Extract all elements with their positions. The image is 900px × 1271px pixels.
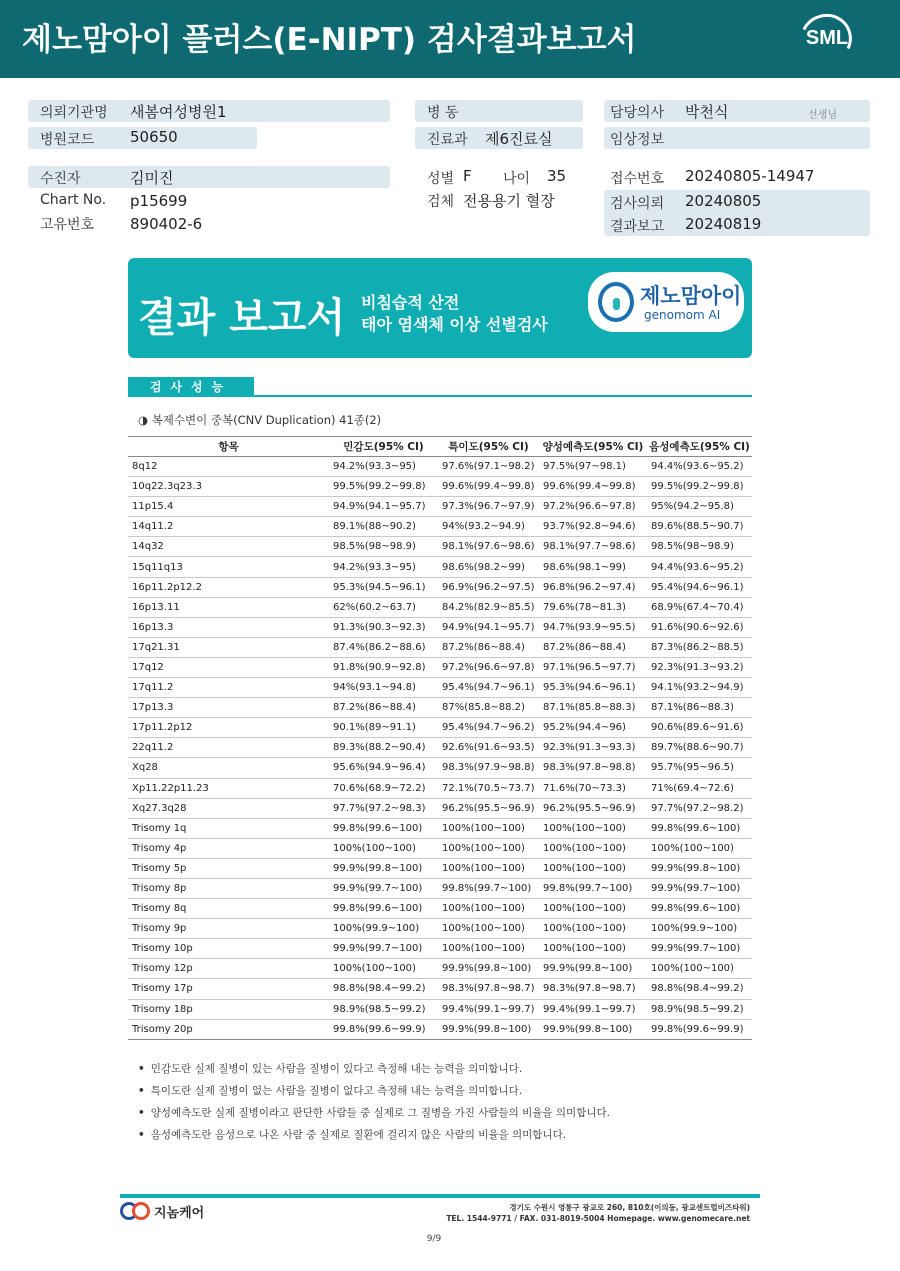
cell-item: 17p11.2p12 — [128, 718, 329, 738]
cell-npv: 95.7%(95~96.5) — [647, 758, 752, 778]
cell-npv: 94.1%(93.2~94.9) — [647, 678, 752, 698]
cell-npv: 87.3%(86.2~88.5) — [647, 637, 752, 657]
header-item: 항목 — [128, 437, 329, 457]
report-date-value: 20240819 — [685, 215, 762, 233]
table-row — [128, 838, 752, 858]
cell-specificity: 99.4%(99.1~99.7) — [438, 999, 539, 1019]
cell-ppv: 98.1%(97.7~98.6) — [539, 537, 647, 557]
cell-specificity: 100%(100~100) — [438, 818, 539, 838]
cell-npv: 100%(100~100) — [647, 959, 752, 979]
cell-item: Trisomy 17p — [128, 979, 329, 999]
cell-specificity: 97.2%(96.6~97.8) — [438, 657, 539, 677]
cell-ppv: 99.6%(99.4~99.8) — [539, 477, 647, 497]
cell-ppv: 97.1%(96.5~97.7) — [539, 657, 647, 677]
table-row — [128, 637, 752, 657]
cell-sensitivity: 98.9%(98.5~99.2) — [329, 999, 438, 1019]
result-banner — [128, 258, 752, 358]
age-label: 나이 — [503, 171, 531, 187]
cell-specificity: 98.1%(97.6~98.6) — [438, 537, 539, 557]
table-row — [128, 678, 752, 698]
cell-item: 17p13.3 — [128, 698, 329, 718]
table-row — [128, 577, 752, 597]
header-npv: 음성예측도(95% CI) — [647, 437, 752, 457]
cell-sensitivity: 87.2%(86~88.4) — [329, 698, 438, 718]
table-row — [128, 1019, 752, 1039]
cell-item: 17q12 — [128, 657, 329, 677]
cell-sensitivity: 95.3%(94.5~96.1) — [329, 577, 438, 597]
cell-specificity: 95.4%(94.7~96.2) — [438, 718, 539, 738]
cell-ppv: 100%(100~100) — [539, 919, 647, 939]
cell-ppv: 99.4%(99.1~99.7) — [539, 999, 647, 1019]
section-subtitle: ◑ 복제수변이 중복(CNV Duplication) 41종(2) — [138, 413, 382, 427]
cell-item: Trisomy 1q — [128, 818, 329, 838]
cell-npv: 91.6%(90.6~92.6) — [647, 617, 752, 637]
table-header-row — [128, 437, 752, 457]
cell-item: Trisomy 10p — [128, 939, 329, 959]
banner-subtitle-line2: 태아 염색체 이상 선별검사 — [361, 315, 548, 334]
cell-sensitivity: 99.5%(99.2~99.8) — [329, 477, 438, 497]
cell-item: 16p13.11 — [128, 597, 329, 617]
cell-npv: 89.6%(88.5~90.7) — [647, 517, 752, 537]
table-row — [128, 778, 752, 798]
report-title: 제노맘아이 플러스(E-NIPT) 검사결과보고서 — [22, 22, 637, 58]
cell-npv: 99.5%(99.2~99.8) — [647, 477, 752, 497]
cell-sensitivity: 99.8%(99.6~100) — [329, 899, 438, 919]
cell-ppv: 100%(100~100) — [539, 818, 647, 838]
cell-ppv: 97.2%(96.6~97.8) — [539, 497, 647, 517]
cell-specificity: 100%(100~100) — [438, 919, 539, 939]
table-row — [128, 959, 752, 979]
specimen-label: 검체 — [427, 194, 455, 210]
note-item: • 음성예측도란 음성으로 나온 사람 중 실제로 질환에 걸리지 않은 사람의 비율을 의미합니다. — [138, 1124, 610, 1146]
request-date-value: 20240805 — [685, 192, 762, 210]
table-row — [128, 617, 752, 637]
header-sensitivity: 민감도(95% CI) — [329, 437, 438, 457]
table-row — [128, 537, 752, 557]
reception-label: 접수번호 — [610, 171, 665, 187]
cell-npv: 98.9%(98.5~99.2) — [647, 999, 752, 1019]
institution-value: 새봄여성병원1 — [130, 103, 227, 121]
table-row — [128, 798, 752, 818]
cell-specificity: 99.6%(99.4~99.8) — [438, 477, 539, 497]
sex-value: F — [463, 167, 472, 185]
page-number: 9/9 — [426, 1234, 442, 1244]
section-divider — [128, 395, 752, 397]
cell-npv: 100%(100~100) — [647, 838, 752, 858]
cell-item: Trisomy 4p — [128, 838, 329, 858]
table-row — [128, 979, 752, 999]
cell-ppv: 100%(100~100) — [539, 838, 647, 858]
table-row — [128, 818, 752, 838]
cell-ppv: 99.9%(99.8~100) — [539, 1019, 647, 1039]
sml-logo-text: SML — [805, 27, 849, 49]
cell-sensitivity: 94.2%(93.3~95) — [329, 457, 438, 477]
table-row — [128, 919, 752, 939]
genomom-logo-sub: genomom AI — [644, 308, 721, 322]
cell-npv: 68.9%(67.4~70.4) — [647, 597, 752, 617]
cell-npv: 87.1%(86~88.3) — [647, 698, 752, 718]
cell-specificity: 87.2%(86~88.4) — [438, 637, 539, 657]
cell-sensitivity: 90.1%(89~91.1) — [329, 718, 438, 738]
table-row — [128, 878, 752, 898]
cell-item: 14q11.2 — [128, 517, 329, 537]
cell-npv: 98.8%(98.4~99.2) — [647, 979, 752, 999]
cell-specificity: 95.4%(94.7~96.1) — [438, 678, 539, 698]
cell-sensitivity: 100%(99.9~100) — [329, 919, 438, 939]
genomom-mark-icon — [598, 282, 634, 322]
request-date-label: 검사의뢰 — [610, 196, 665, 212]
note-item: • 양성예측도란 실제 질병이라고 판단한 사람들 중 실제로 그 질병을 가진 사람들의 비율을 의미합니다. — [138, 1102, 610, 1124]
cell-item: Xp11.22p11.23 — [128, 778, 329, 798]
cell-specificity: 72.1%(70.5~73.7) — [438, 778, 539, 798]
cell-npv: 95%(94.2~95.8) — [647, 497, 752, 517]
cell-specificity: 98.3%(97.8~98.7) — [438, 979, 539, 999]
cell-ppv: 95.2%(94.4~96) — [539, 718, 647, 738]
cell-specificity: 100%(100~100) — [438, 858, 539, 878]
cell-item: 22q11.2 — [128, 738, 329, 758]
cell-npv: 92.3%(91.3~93.2) — [647, 657, 752, 677]
cell-npv: 100%(99.9~100) — [647, 919, 752, 939]
age-value: 35 — [547, 167, 567, 185]
cell-item: 16p13.3 — [128, 617, 329, 637]
cell-sensitivity: 99.9%(99.7~100) — [329, 878, 438, 898]
cell-item: Trisomy 18p — [128, 999, 329, 1019]
cell-specificity: 98.3%(97.9~98.8) — [438, 758, 539, 778]
cell-specificity: 100%(100~100) — [438, 838, 539, 858]
cell-specificity: 87%(85.8~88.2) — [438, 698, 539, 718]
cell-specificity: 97.6%(97.1~98.2) — [438, 457, 539, 477]
clinical-info-label: 임상정보 — [610, 132, 665, 148]
table-row — [128, 657, 752, 677]
cell-npv: 99.9%(99.7~100) — [647, 939, 752, 959]
chart-no-label: Chart No. — [40, 192, 107, 208]
cell-ppv: 94.7%(93.9~95.5) — [539, 617, 647, 637]
cell-specificity: 99.9%(99.8~100) — [438, 959, 539, 979]
cell-ppv: 99.9%(99.8~100) — [539, 959, 647, 979]
cell-item: Trisomy 20p — [128, 1019, 329, 1039]
cell-ppv: 98.3%(97.8~98.7) — [539, 979, 647, 999]
cell-ppv: 97.5%(97~98.1) — [539, 457, 647, 477]
genomom-logo — [588, 272, 744, 332]
department-label: 진료과 — [427, 132, 468, 148]
cell-sensitivity: 70.6%(68.9~72.2) — [329, 778, 438, 798]
cell-ppv: 95.3%(94.6~96.1) — [539, 678, 647, 698]
table-body — [128, 457, 752, 1040]
hospital-code-label: 병원코드 — [40, 132, 95, 148]
cell-item: Trisomy 8q — [128, 899, 329, 919]
cell-item: 17q11.2 — [128, 678, 329, 698]
cell-sensitivity: 100%(100~100) — [329, 838, 438, 858]
cell-npv: 99.8%(99.6~99.9) — [647, 1019, 752, 1039]
cell-sensitivity: 91.3%(90.3~92.3) — [329, 617, 438, 637]
patient-label: 수진자 — [40, 171, 81, 187]
cell-specificity: 96.2%(95.5~96.9) — [438, 798, 539, 818]
sml-logo — [800, 14, 852, 64]
cell-item: 8q12 — [128, 457, 329, 477]
cell-npv: 98.5%(98~98.9) — [647, 537, 752, 557]
table-row — [128, 738, 752, 758]
company-name: 지놈케어 — [154, 1206, 205, 1221]
cell-sensitivity: 94.2%(93.3~95) — [329, 557, 438, 577]
cell-item: 15q11q13 — [128, 557, 329, 577]
cell-npv: 99.8%(99.6~100) — [647, 899, 752, 919]
cell-sensitivity: 99.9%(99.8~100) — [329, 858, 438, 878]
id-no-label: 고유번호 — [40, 217, 95, 233]
cell-sensitivity: 99.9%(99.7~100) — [329, 939, 438, 959]
report-date-label: 결과보고 — [610, 219, 665, 235]
cell-ppv: 98.6%(98.1~99) — [539, 557, 647, 577]
reception-value: 20240805-14947 — [685, 167, 815, 185]
sex-label: 성별 — [427, 171, 455, 187]
cell-item: 16p11.2p12.2 — [128, 577, 329, 597]
genomom-logo-name: 제노맘아이 — [640, 284, 742, 308]
footer-divider — [120, 1194, 760, 1198]
patient-value: 김미진 — [130, 169, 174, 187]
table-row — [128, 557, 752, 577]
table-row — [128, 718, 752, 738]
cell-sensitivity: 98.8%(98.4~99.2) — [329, 979, 438, 999]
company-contact: TEL. 1544-9771 / FAX. 031-8019-5004 Homepage. www.genomecare.net — [446, 1214, 750, 1223]
hospital-code-value: 50650 — [130, 128, 178, 146]
cell-npv: 95.4%(94.6~96.1) — [647, 577, 752, 597]
cell-ppv: 100%(100~100) — [539, 858, 647, 878]
cell-npv: 94.4%(93.6~95.2) — [647, 557, 752, 577]
cell-item: Trisomy 8p — [128, 878, 329, 898]
cell-sensitivity: 97.7%(97.2~98.3) — [329, 798, 438, 818]
institution-label: 의뢰기관명 — [40, 105, 108, 121]
cell-npv: 99.8%(99.6~100) — [647, 818, 752, 838]
table-row — [128, 858, 752, 878]
banner-subtitle-line1: 비침습적 산전 — [361, 293, 460, 312]
note-item: • 특이도란 실제 질병이 없는 사람을 질병이 없다고 측정해 내는 능력을 의미합니다. — [138, 1080, 610, 1102]
cell-ppv: 99.8%(99.7~100) — [539, 878, 647, 898]
table-row — [128, 999, 752, 1019]
cell-ppv: 79.6%(78~81.3) — [539, 597, 647, 617]
cell-sensitivity: 91.8%(90.9~92.8) — [329, 657, 438, 677]
cell-sensitivity: 99.8%(99.6~100) — [329, 818, 438, 838]
cell-sensitivity: 62%(60.2~63.7) — [329, 597, 438, 617]
cell-specificity: 97.3%(96.7~97.9) — [438, 497, 539, 517]
cell-sensitivity: 98.5%(98~98.9) — [329, 537, 438, 557]
doctor-value: 박천식 — [685, 103, 729, 121]
cell-item: Trisomy 12p — [128, 959, 329, 979]
doctor-label: 담당의사 — [610, 105, 665, 121]
cell-specificity: 100%(100~100) — [438, 939, 539, 959]
cell-specificity: 100%(100~100) — [438, 899, 539, 919]
table-row — [128, 899, 752, 919]
genomecare-mark-icon — [120, 1202, 150, 1220]
header-ppv: 양성예측도(95% CI) — [539, 437, 647, 457]
cell-ppv: 71.6%(70~73.3) — [539, 778, 647, 798]
cell-specificity: 96.9%(96.2~97.5) — [438, 577, 539, 597]
cell-ppv: 92.3%(91.3~93.3) — [539, 738, 647, 758]
table-row — [128, 497, 752, 517]
header-specificity: 특이도(95% CI) — [438, 437, 539, 457]
department-value: 제6진료실 — [485, 130, 553, 148]
cell-npv: 99.9%(99.7~100) — [647, 878, 752, 898]
cell-npv: 90.6%(89.6~91.6) — [647, 718, 752, 738]
cell-specificity: 98.6%(98.2~99) — [438, 557, 539, 577]
cell-specificity: 99.8%(99.7~100) — [438, 878, 539, 898]
cell-npv: 71%(69.4~72.6) — [647, 778, 752, 798]
table-row — [128, 758, 752, 778]
table-row — [128, 457, 752, 477]
cell-npv: 94.4%(93.6~95.2) — [647, 457, 752, 477]
cell-ppv: 96.8%(96.2~97.4) — [539, 577, 647, 597]
cell-sensitivity: 89.3%(88.2~90.4) — [329, 738, 438, 758]
cell-specificity: 99.9%(99.8~100) — [438, 1019, 539, 1039]
note-item: • 민감도란 실제 질병이 있는 사람을 질병이 있다고 측정해 내는 능력을 의미합니다. — [138, 1058, 610, 1080]
cell-ppv: 96.2%(95.5~96.9) — [539, 798, 647, 818]
table-row — [128, 939, 752, 959]
id-no-value: 890402-6 — [130, 215, 203, 233]
cell-item: 10q22.3q23.3 — [128, 477, 329, 497]
cell-ppv: 93.7%(92.8~94.6) — [539, 517, 647, 537]
cell-sensitivity: 89.1%(88~90.2) — [329, 517, 438, 537]
table-row — [128, 597, 752, 617]
cell-item: Trisomy 9p — [128, 919, 329, 939]
definition-notes — [138, 1058, 610, 1146]
cell-ppv: 100%(100~100) — [539, 899, 647, 919]
table-row — [128, 698, 752, 718]
cell-ppv: 87.2%(86~88.4) — [539, 637, 647, 657]
ward-label: 병 동 — [427, 105, 459, 121]
cell-item: Xq27.3q28 — [128, 798, 329, 818]
chart-no-value: p15699 — [130, 192, 188, 210]
cell-specificity: 94%(93.2~94.9) — [438, 517, 539, 537]
cell-sensitivity: 95.6%(94.9~96.4) — [329, 758, 438, 778]
cell-item: 17q21.31 — [128, 637, 329, 657]
section-tab: 검사성능 — [128, 377, 254, 397]
cell-sensitivity: 94%(93.1~94.8) — [329, 678, 438, 698]
cell-item: 14q32 — [128, 537, 329, 557]
table-row — [128, 477, 752, 497]
table-row — [128, 517, 752, 537]
cell-sensitivity: 94.9%(94.1~95.7) — [329, 497, 438, 517]
cell-npv: 99.9%(99.8~100) — [647, 858, 752, 878]
company-address: 경기도 수원시 영통구 광교로 260, 810호(이의동, 광교센트럴비즈타워) — [509, 1203, 750, 1212]
cell-ppv: 98.3%(97.8~98.8) — [539, 758, 647, 778]
cell-item: Xq28 — [128, 758, 329, 778]
cell-item: Trisomy 5p — [128, 858, 329, 878]
cell-ppv: 100%(100~100) — [539, 939, 647, 959]
cell-specificity: 94.9%(94.1~95.7) — [438, 617, 539, 637]
cell-specificity: 84.2%(82.9~85.5) — [438, 597, 539, 617]
cell-npv: 89.7%(88.6~90.7) — [647, 738, 752, 758]
cell-sensitivity: 87.4%(86.2~88.6) — [329, 637, 438, 657]
performance-table — [128, 436, 752, 1040]
cell-sensitivity: 99.8%(99.6~99.9) — [329, 1019, 438, 1039]
cell-specificity: 92.6%(91.6~93.5) — [438, 738, 539, 758]
cell-ppv: 87.1%(85.8~88.3) — [539, 698, 647, 718]
doctor-suffix: 선생님 — [808, 110, 837, 121]
banner-title: 결과 보고서 — [138, 295, 346, 341]
cell-npv: 97.7%(97.2~98.2) — [647, 798, 752, 818]
specimen-value: 전용용기 혈장 — [463, 192, 555, 210]
patient-pill — [28, 166, 390, 188]
report-header — [0, 0, 900, 78]
cell-sensitivity: 100%(100~100) — [329, 959, 438, 979]
cell-item: 11p15.4 — [128, 497, 329, 517]
